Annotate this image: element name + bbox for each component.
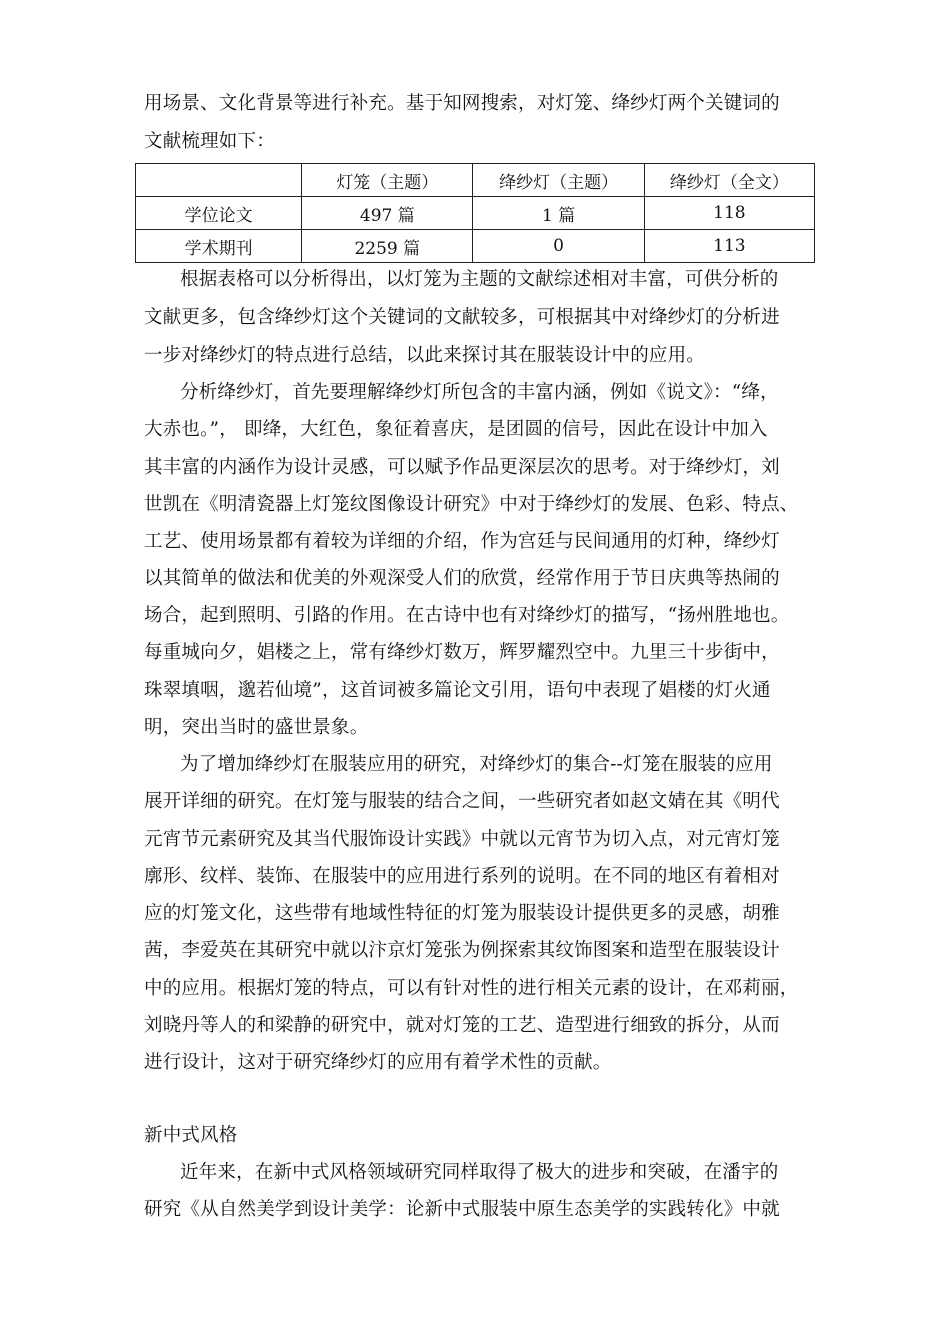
paragraph-line: 文献更多，包含绛纱灯这个关键词的文献较多，可根据其中对绛纱灯的分析进: [144, 307, 780, 328]
paragraph-line: 明，突出当时的盛世景象。: [144, 717, 369, 738]
paragraph-line: 分析绛纱灯，首先要理解绛纱灯所包含的丰富内涵，例如《说文》：“绛，: [180, 382, 779, 403]
paragraph-line: 元宵节元素研究及其当代服饰设计实践》中就以元宵节为切入点，对元宵灯笼: [144, 829, 780, 850]
literature-stats-table: [135, 163, 815, 263]
paragraph-line: 廓形、纹样、装饰、在服装中的应用进行系列的说明。在不同的地区有着相对: [144, 866, 780, 887]
paragraph-line: 珠翠填咽，邈若仙境”，这首词被多篇论文引用，语句中表现了娼楼的灯火通: [144, 680, 771, 701]
paragraph-line: 每重城向夕，娼楼之上，常有绛纱灯数万，辉罗耀烈空中。九里三十步街中，: [144, 642, 780, 663]
table-cell: 118: [644, 197, 814, 230]
table-cell: 113: [644, 230, 814, 263]
table-header-row: [136, 164, 815, 197]
section-heading: 新中式风格: [144, 1125, 238, 1146]
paragraph-line: 研究《从自然美学到设计美学：论新中式服装中原生态美学的实践转化》中就: [144, 1199, 780, 1220]
paragraph-line: 应的灯笼文化，这些带有地域性特征的灯笼为服装设计提供更多的灵感，胡雅: [144, 903, 780, 924]
table-cell: 1 篇: [473, 197, 644, 230]
paragraph-line: 展开详细的研究。在灯笼与服装的结合之间，一些研究者如赵文婧在其《明代: [144, 791, 780, 812]
table-cell: 497 篇: [302, 197, 473, 230]
table-header-cell: 绛纱灯（全文）: [644, 164, 814, 197]
paragraph-line: 进行设计，这对于研究绛纱灯的应用有着学术性的贡献。: [144, 1052, 612, 1073]
paragraph-line: 世凯在《明清瓷器上灯笼纹图像设计研究》中对于绛纱灯的发展、色彩、特点、: [144, 494, 799, 515]
table-row: [136, 230, 815, 263]
paragraph-line: 一步对绛纱灯的特点进行总结，以此来探讨其在服装设计中的应用。: [144, 345, 706, 366]
intro-line: 文献梳理如下：: [144, 131, 275, 152]
paragraph-line: 刘晓丹等人的和梁静的研究中，就对灯笼的工艺、造型进行细致的拆分，从而: [144, 1015, 780, 1036]
paragraph-line: 工艺、使用场景都有着较为详细的介绍，作为宫廷与民间通用的灯种，绛纱灯: [144, 531, 780, 552]
table-header-cell: 灯笼（主题）: [302, 164, 473, 197]
paragraph-line: 根据表格可以分析得出，以灯笼为主题的文献综述相对丰富，可供分析的: [180, 269, 779, 290]
table-header-cell: [136, 164, 302, 197]
table-cell: 学术期刊: [136, 230, 302, 263]
intro-line: 用场景、文化背景等进行补充。基于知网搜索，对灯笼、绛纱灯两个关键词的: [144, 93, 780, 114]
paragraph-line: 中的应用。根据灯笼的特点，可以有针对性的进行相关元素的设计，在邓莉丽，: [144, 978, 799, 999]
paragraph-line: 大赤也。”， 即绛，大红色，象征着喜庆，是团圆的信号，因此在设计中加入: [144, 419, 768, 440]
table-cell: 0: [473, 230, 644, 263]
table-header-cell: 绛纱灯（主题）: [473, 164, 644, 197]
table-cell: 学位论文: [136, 197, 302, 230]
paragraph-line: 以其简单的做法和优美的外观深受人们的欣赏，经常作用于节日庆典等热闹的: [144, 568, 780, 589]
table-row: [136, 197, 815, 230]
paragraph-line: 茜，李爱英在其研究中就以汴京灯笼张为例探索其纹饰图案和造型在服装设计: [144, 940, 780, 961]
paragraph-line: 近年来，在新中式风格领域研究同样取得了极大的进步和突破，在潘宇的: [180, 1162, 779, 1183]
paragraph-line: 为了增加绛纱灯在服装应用的研究，对绛纱灯的集合--灯笼在服装的应用: [180, 754, 773, 775]
paragraph-line: 其丰富的内涵作为设计灵感，可以赋予作品更深层次的思考。对于绛纱灯，刘: [144, 457, 780, 478]
table-cell: 2259 篇: [302, 230, 473, 263]
paragraph-line: 场合，起到照明、引路的作用。在古诗中也有对绛纱灯的描写，“扬州胜地也。: [144, 605, 790, 626]
